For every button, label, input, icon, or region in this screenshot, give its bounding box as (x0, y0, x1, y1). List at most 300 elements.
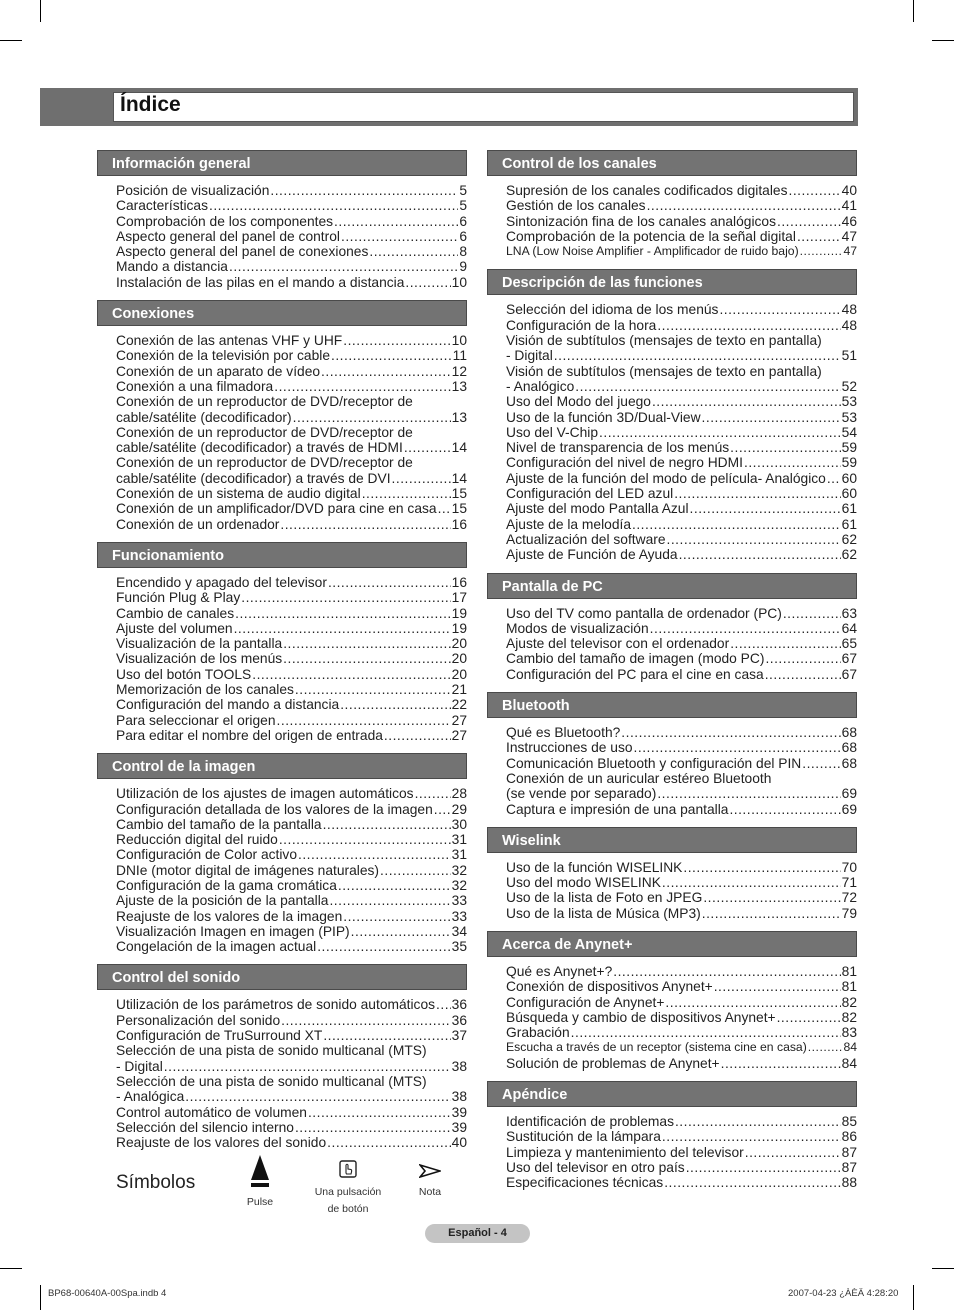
toc-entry-page: 60 (841, 486, 857, 502)
toc-entry[interactable] (116, 440, 467, 455)
toc-entry-page: 62 (841, 531, 857, 547)
toc-entry-label: Congelación de la imagen actual (116, 939, 317, 955)
crop-mark (40, 1285, 41, 1310)
toc-entry-label: Utilización de los parámetros de sonido automáticos (116, 997, 436, 1013)
toc-section (487, 573, 857, 682)
dot-leader (650, 621, 841, 636)
toc-entry-page: 61 (841, 516, 857, 532)
toc-entry-page: 65 (841, 636, 857, 652)
toc-entry-label: Conexión de las antenas VHF y UHF (116, 333, 343, 349)
section-header: Wiselink (487, 827, 857, 853)
dot-leader (621, 725, 840, 740)
dot-leader (703, 890, 840, 905)
dot-leader (283, 651, 450, 666)
toc-entry-page: 87 (841, 1144, 857, 1160)
toc-entry[interactable] (116, 348, 467, 363)
dot-leader (323, 1028, 450, 1043)
toc-entry[interactable] (506, 318, 857, 333)
toc-section (487, 931, 857, 1071)
toc-entry[interactable] (116, 229, 467, 244)
toc-entry[interactable] (506, 379, 857, 394)
toc-entry-label: Encendido y apagado del televisor (116, 574, 327, 590)
dot-leader (362, 486, 451, 501)
toc-entry[interactable] (116, 667, 467, 682)
toc-entry-page: 27 (451, 727, 467, 743)
toc-entry-heading: Visión de subtítulos (mensajes de texto en pantalla) (506, 363, 822, 379)
toc-entry-page: 9 (459, 259, 467, 275)
toc-entry[interactable] (116, 575, 467, 590)
toc-entry-label: Nivel de transparencia de los menús (506, 440, 730, 456)
toc-entry-label: Configuración del PC para el cine en casa (506, 666, 764, 682)
toc-entry[interactable] (116, 1120, 467, 1135)
toc-entry-page: 47 (841, 228, 857, 244)
toc-entry-page: 64 (841, 620, 857, 636)
toc-entry[interactable] (116, 682, 467, 697)
toc-entry[interactable] (116, 1089, 467, 1104)
page-title: Índice (120, 93, 181, 116)
toc-entry-label: Visualización de los menús (116, 651, 283, 667)
toc-entry[interactable] (506, 621, 857, 636)
toc-entry[interactable] (116, 1013, 467, 1028)
dot-leader (690, 501, 841, 516)
toc-entry[interactable] (506, 214, 857, 229)
toc-entry-label: Especificaciones técnicas (506, 1175, 664, 1191)
toc-entry-page: 35 (451, 939, 467, 955)
toc-entry[interactable] (506, 979, 857, 994)
toc-section (97, 753, 467, 954)
crop-mark (932, 1268, 954, 1269)
dot-leader (277, 713, 451, 728)
toc-entry-page: 39 (451, 1119, 467, 1135)
toc-entry-page: 21 (451, 682, 467, 698)
toc-entry-label: Función Plug & Play (116, 590, 241, 606)
toc-entry-label: Conexión de dispositivos Anynet+ (506, 979, 713, 995)
toc-entry[interactable] (506, 606, 857, 621)
section-header: Acerca de Anynet+ (487, 931, 857, 957)
toc-entry[interactable] (116, 379, 467, 394)
toc-entry-page: 19 (451, 620, 467, 636)
toc-entry[interactable] (506, 425, 857, 440)
dot-leader (613, 964, 840, 979)
toc-entry-label: Uso del V-Chip (506, 424, 599, 440)
toc-entry[interactable] (506, 667, 857, 682)
toc-entry[interactable] (116, 606, 467, 621)
toc-entry-label: Qué es Bluetooth? (506, 725, 621, 741)
crop-mark (932, 40, 954, 41)
toc-entry-label: cable/satélite (decodificador) (116, 409, 292, 425)
toc-entry[interactable] (116, 909, 467, 924)
toc-entry[interactable] (116, 517, 467, 532)
toc-entry[interactable] (116, 275, 467, 290)
toc-entry[interactable] (116, 847, 467, 862)
toc-entry[interactable] (506, 1175, 857, 1190)
toc-entry[interactable] (506, 860, 857, 875)
toc-entry[interactable] (506, 1114, 857, 1129)
toc-entry-page: 19 (451, 605, 467, 621)
toc-entry[interactable] (116, 244, 467, 259)
toc-entry[interactable] (506, 1040, 857, 1055)
toc-entry-label: Memorización de los canales (116, 682, 294, 698)
toc-entry[interactable] (506, 198, 857, 213)
toc-entry[interactable] (506, 740, 857, 755)
toc-entry-label: Instalación de las pilas en el mando a distancia (116, 274, 405, 290)
toc-entry-page: 68 (841, 740, 857, 756)
toc-entry-label: Aspecto general del panel de control (116, 228, 340, 244)
toc-section (487, 150, 857, 259)
dot-leader (327, 1135, 450, 1150)
dot-leader (281, 1013, 451, 1028)
toc-entry-page: 59 (841, 440, 857, 456)
toc-entry-heading: Conexión de un auricular estéreo Bluetooth (506, 770, 772, 786)
dot-leader (434, 802, 451, 817)
dot-leader (343, 909, 450, 924)
dot-leader (280, 517, 450, 532)
toc-entry-page: 6 (459, 228, 467, 244)
toc-entry-page: 13 (451, 409, 467, 425)
toc-entry-page: 37 (451, 1028, 467, 1044)
dot-leader (209, 198, 458, 213)
toc-entry-heading: Selección de una pista de sonido multicanal (MTS) (116, 1073, 427, 1089)
section-entries (487, 718, 857, 817)
toc-entry-page: 69 (841, 786, 857, 802)
toc-entry[interactable] (506, 1145, 857, 1160)
toc-entry-label: Configuración de la hora (506, 317, 657, 333)
toc-entry[interactable] (116, 1059, 467, 1074)
dot-leader (662, 1129, 841, 1144)
toc-entry[interactable] (506, 547, 857, 562)
toc-entry-label: Qué es Anynet+? (506, 963, 613, 979)
toc-entry[interactable] (506, 471, 857, 486)
toc-entry-label: Configuración de Anynet+ (506, 994, 665, 1010)
toc-entry-heading: Conexión de un reproductor de DVD/receptor de (116, 394, 413, 410)
toc-entry-label: Captura e impresión de una pantalla (506, 801, 729, 817)
toc-entry-label: Configuración del mando a distancia (116, 697, 340, 713)
crop-mark (0, 1268, 22, 1269)
section-header: Información general (97, 150, 467, 176)
note-label: Nota (418, 1186, 442, 1198)
toc-entry[interactable] (506, 1025, 857, 1040)
section-entries (97, 568, 467, 743)
press-label-line1: Una pulsación (314, 1186, 382, 1198)
dot-leader (679, 547, 841, 562)
toc-entry-label: Configuración del nivel de negro HDMI (506, 455, 743, 471)
toc-entry[interactable] (116, 198, 467, 213)
toc-entry-page: 81 (841, 979, 857, 995)
toc-entry[interactable] (506, 786, 857, 801)
symbols-title: Símbolos (116, 1172, 196, 1193)
section-header: Conexiones (97, 300, 467, 326)
dot-leader (351, 924, 451, 939)
dot-leader (797, 229, 841, 244)
dot-leader (800, 244, 843, 259)
toc-entry[interactable] (116, 651, 467, 666)
dot-leader (686, 1160, 841, 1175)
toc-entry-page: 67 (841, 666, 857, 682)
dot-leader (293, 410, 451, 425)
toc-entry[interactable] (116, 214, 467, 229)
toc-entry[interactable] (506, 440, 857, 455)
toc-entry-label: Personalización del sonido (116, 1012, 281, 1028)
dot-leader (652, 394, 841, 409)
toc-entry-label: LNA (Low Noise Amplifier - Amplificador de ruido bajo) (506, 244, 799, 259)
toc-entry[interactable] (506, 1160, 857, 1175)
toc-entry[interactable] (116, 786, 467, 801)
section-entries (97, 176, 467, 290)
toc-entry-label: Uso del Modo del juego (506, 394, 651, 410)
dot-leader (599, 425, 841, 440)
toc-entry-label: Ajuste de Función de Ayuda (506, 547, 678, 563)
toc-entry[interactable] (116, 333, 467, 348)
toc-entry[interactable] (506, 244, 857, 259)
toc-entry[interactable] (116, 878, 467, 893)
toc-entry-label: Visualización Imagen en imagen (PIP) (116, 923, 350, 939)
section-entries (487, 176, 857, 259)
dot-leader (295, 682, 451, 697)
toc-entry[interactable] (116, 590, 467, 605)
toc-entry[interactable] (116, 471, 467, 486)
toc-entry-page: 70 (841, 859, 857, 875)
toc-section (487, 269, 857, 562)
toc-entry[interactable] (506, 1056, 857, 1071)
toc-entry-label: Sintonización fina de los canales analógicos (506, 213, 776, 229)
dot-leader (783, 606, 841, 621)
toc-entry[interactable] (116, 1028, 467, 1043)
toc-entry-label: Ajuste de la posición de la pantalla (116, 893, 329, 909)
toc-entry-label: Limpieza y mantenimiento del televisor (506, 1144, 744, 1160)
toc-entry-label: (se vende por separado) (506, 786, 657, 802)
toc-entry-page: 12 (451, 363, 467, 379)
toc-entry[interactable] (116, 636, 467, 651)
toc-entry[interactable] (506, 725, 857, 740)
toc-entry-label: Actualización del software (506, 531, 666, 547)
dot-leader (674, 486, 840, 501)
arrow-note-icon (419, 1164, 441, 1178)
dot-leader (765, 667, 841, 682)
toc-entry-page: 40 (451, 1135, 467, 1151)
dot-leader (274, 379, 450, 394)
dot-leader (683, 860, 840, 875)
toc-entry[interactable] (116, 997, 467, 1012)
toc-entry[interactable] (116, 924, 467, 939)
toc-entry[interactable] (506, 1129, 857, 1144)
toc-entry-label: - Analógica (116, 1089, 185, 1105)
toc-entry-label: Uso del televisor en otro país (506, 1159, 685, 1175)
toc-entry-label: - Digital (116, 1058, 163, 1074)
toc-entry-label: Ajuste de la melodía (506, 516, 632, 532)
dot-leader (647, 198, 841, 213)
toc-entry[interactable] (506, 517, 857, 532)
toc-entry[interactable] (506, 532, 857, 547)
toc-entry-page: 51 (841, 348, 857, 364)
dot-leader (415, 786, 451, 801)
toc-entry-label: Visualización de la pantalla (116, 636, 283, 652)
toc-entry-label: Uso del modo WISELINK (506, 875, 661, 891)
dot-leader (405, 275, 450, 290)
page-number-badge: Español - 4 (425, 1224, 530, 1243)
toc-entry-page: 38 (451, 1058, 467, 1074)
toc-entry-label: Ajuste del volumen (116, 620, 233, 636)
toc-entry-label: Cambio del tamaño de la pantalla (116, 816, 322, 832)
toc-entry-page: 46 (841, 213, 857, 229)
section-header: Apéndice (487, 1081, 857, 1107)
dot-leader (788, 183, 840, 198)
toc-entry[interactable] (116, 728, 467, 743)
toc-entry-page: 5 (459, 183, 467, 198)
toc-entry[interactable] (116, 410, 467, 425)
toc-entry-label: Búsqueda y cambio de dispositivos Anynet+ (506, 1009, 776, 1025)
toc-entry[interactable] (116, 832, 467, 847)
crop-mark (913, 0, 914, 22)
toc-entry[interactable] (506, 995, 857, 1010)
toc-entry-page: 69 (841, 801, 857, 817)
section-header: Pantalla de PC (487, 573, 857, 599)
toc-entry-page: 36 (451, 1012, 467, 1028)
toc-entry[interactable] (116, 501, 467, 516)
toc-section (487, 827, 857, 921)
toc-entry[interactable] (506, 455, 857, 470)
toc-entry-label: Sustitución de la lámpara (506, 1129, 661, 1145)
dot-leader (554, 348, 841, 363)
toc-entry[interactable] (506, 348, 857, 363)
toc-entry-page: 11 (452, 348, 467, 364)
toc-section (97, 150, 467, 290)
toc-entry[interactable] (506, 890, 857, 905)
toc-entry-page: 13 (451, 378, 467, 394)
toc-entry[interactable] (116, 713, 467, 728)
toc-entry-page: 63 (841, 605, 857, 621)
dot-leader (827, 471, 841, 486)
toc-entry-label: Reducción digital del ruido (116, 832, 278, 848)
toc-entry[interactable] (506, 636, 857, 651)
toc-entry[interactable] (506, 802, 857, 817)
toc-entry-heading: Conexión de un reproductor de DVD/receptor de (116, 424, 413, 440)
toc-entry-label: Configuración detallada de los valores de la imagen (116, 801, 433, 817)
toc-entry-page: 41 (841, 198, 857, 214)
file-info: BP68-00640A-00Spa.indb 4 (48, 1288, 167, 1299)
toc-entry-page: 16 (451, 574, 467, 590)
toc-entry-page: 31 (451, 832, 467, 848)
dot-leader (328, 575, 451, 590)
dot-leader (436, 997, 451, 1012)
toc-entry-page: 72 (841, 890, 857, 906)
dot-leader (675, 1114, 841, 1129)
toc-entry-label: Grabación (506, 1025, 570, 1041)
section-entries (487, 599, 857, 682)
toc-entry[interactable] (506, 183, 857, 198)
toc-entry[interactable] (116, 1105, 467, 1120)
toc-entry-label: Ajuste del modo Pantalla Azul (506, 501, 689, 517)
toc-entry[interactable] (116, 259, 467, 274)
toc-entry[interactable] (506, 394, 857, 409)
dot-leader (571, 1025, 841, 1040)
toc-entry-label: Cambio de canales (116, 605, 235, 621)
toc-entry-label: Uso de la función WISELINK (506, 859, 683, 875)
toc-entry[interactable] (506, 1010, 857, 1025)
toc-entry-label: Ajuste de la función del modo de película- Analógico (506, 470, 826, 486)
toc-entry-label: Aspecto general del panel de conexiones (116, 244, 369, 260)
toc-entry-label: Solución de problemas de Anynet+ (506, 1055, 720, 1071)
dot-leader (657, 318, 840, 333)
toc-entry-page: 68 (841, 725, 857, 741)
dot-leader (270, 183, 458, 198)
toc-entry[interactable] (506, 651, 857, 666)
toc-entry-page: 17 (451, 590, 467, 606)
toc-entry-label: Reajuste de los valores de la imagen (116, 908, 343, 924)
toc-entry-page: 36 (451, 997, 467, 1013)
toc-entry-label: - Digital (506, 348, 553, 364)
toc-entry-page: 85 (841, 1114, 857, 1130)
toc-entry-page: 81 (841, 963, 857, 979)
note-symbol (408, 1164, 452, 1201)
toc-entry[interactable] (116, 893, 467, 908)
toc-entry-page: 33 (451, 908, 467, 924)
toc-entry-label: Configuración de la gama cromática (116, 877, 337, 893)
dot-leader (730, 440, 840, 455)
toc-entry-label: Identificación de problemas (506, 1114, 674, 1130)
toc-entry[interactable] (116, 1135, 467, 1150)
toc-entry[interactable] (116, 183, 467, 198)
dot-leader (235, 606, 451, 621)
toc-entry-page: 40 (841, 183, 857, 198)
dot-leader (802, 756, 840, 771)
dot-leader (298, 847, 451, 862)
toc-entry[interactable] (116, 697, 467, 712)
title-box (113, 92, 854, 122)
dot-leader (719, 302, 840, 317)
toc-entry[interactable] (116, 802, 467, 817)
section-header: Funcionamiento (97, 542, 467, 568)
toc-entry[interactable] (506, 410, 857, 425)
toc-entry[interactable] (116, 939, 467, 954)
dot-leader (317, 939, 450, 954)
dot-leader (729, 802, 840, 817)
toc-entry[interactable] (116, 364, 467, 379)
toc-entry-page: 67 (841, 651, 857, 667)
section-header: Control del sonido (97, 964, 467, 990)
toc-entry-page: 28 (451, 786, 467, 802)
toc-entry[interactable] (506, 302, 857, 317)
toc-entry[interactable] (506, 906, 857, 921)
toc-entry[interactable] (506, 875, 857, 890)
toc-entry[interactable] (506, 756, 857, 771)
toc-entry[interactable] (506, 964, 857, 979)
toc-entry-heading: Selección de una pista de sonido multicanal (MTS) (116, 1043, 427, 1059)
toc-entry-label: Conexión de la televisión por cable (116, 348, 330, 364)
dot-leader (765, 651, 840, 666)
toc-entry-page: 48 (841, 317, 857, 333)
toc-entry-label: Conexión de un sistema de audio digital (116, 486, 361, 502)
toc-entry[interactable] (116, 486, 467, 501)
toc-entry-page: 83 (841, 1025, 857, 1041)
crop-mark (913, 1285, 914, 1310)
section-entries (487, 1107, 857, 1190)
toc-entry[interactable] (116, 621, 467, 636)
dot-leader (334, 214, 458, 229)
toc-entry[interactable] (506, 501, 857, 516)
pulse-symbol (240, 1154, 280, 1211)
toc-entry-label: Reajuste de los valores del sonido (116, 1135, 327, 1151)
toc-entry[interactable] (116, 817, 467, 832)
toc-entry-page: 14 (451, 440, 467, 456)
dot-leader (164, 1059, 451, 1074)
dot-leader (808, 1040, 843, 1055)
dot-leader (331, 348, 452, 363)
toc-entry[interactable] (116, 863, 467, 878)
toc-entry-label: DNIe (motor digital de imágenes naturales) (116, 862, 380, 878)
toc-entry[interactable] (506, 229, 857, 244)
toc-entry[interactable] (506, 486, 857, 501)
section-entries (97, 779, 467, 954)
